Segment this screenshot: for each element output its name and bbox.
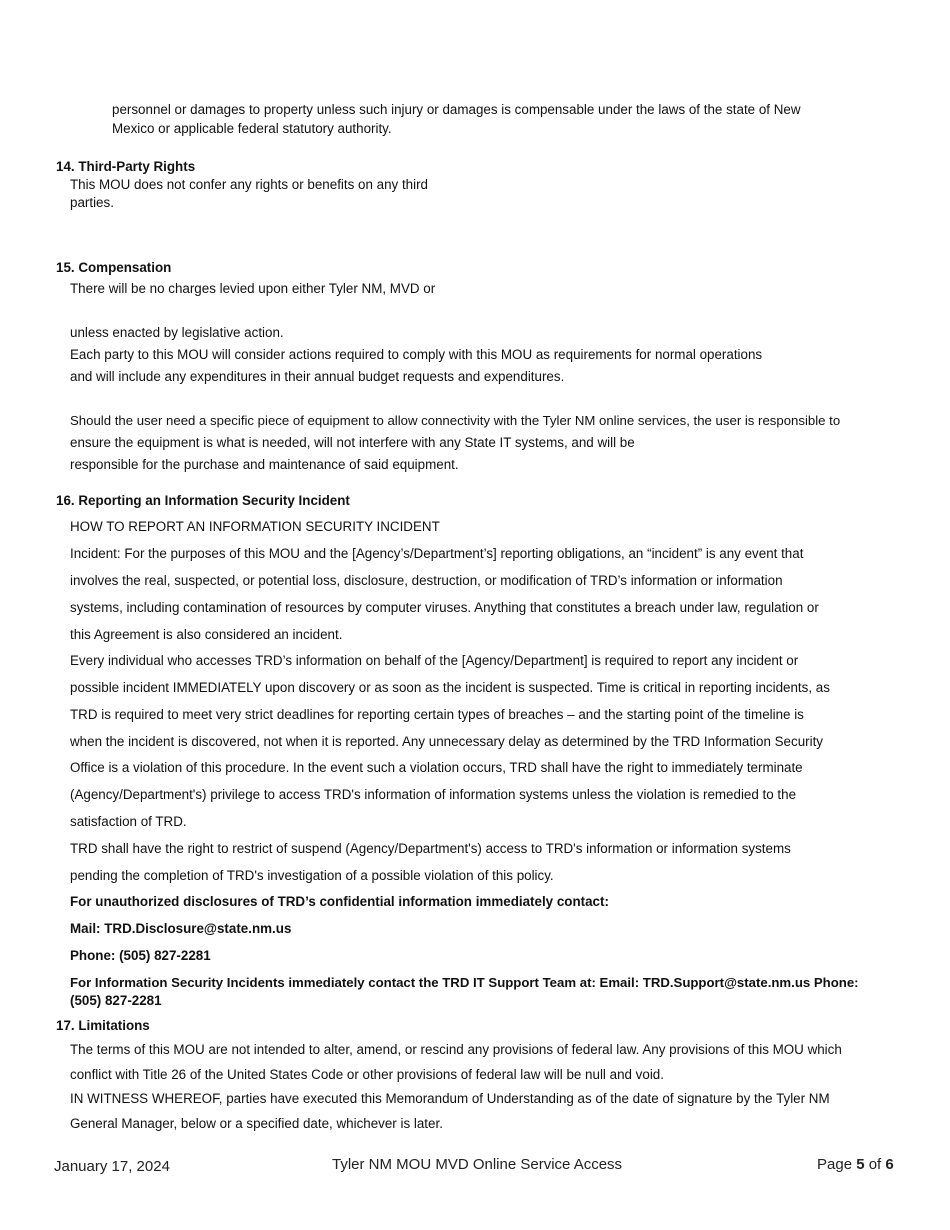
section-16-text: this Agreement is also considered an incident.: [70, 627, 343, 642]
footer-date: January 17, 2024: [54, 1158, 170, 1175]
it-support-contact-line: For Information Security Incidents immediately contact the TRD IT Support Team at: Email: TRD.Support@state.nm.us Phone:: [70, 975, 859, 990]
section-14-text: This MOU does not confer any rights or benefits on any third: [70, 177, 429, 192]
continuation-line: Mexico or applicable federal statutory authority.: [112, 121, 392, 136]
section-16-text: Every individual who accesses TRD’s information on behalf of the [Agency/Department] is required to report any incident or: [70, 653, 799, 668]
section-16-heading: 16. Reporting an Information Security Incident: [56, 493, 350, 508]
section-16-text: Incident: For the purposes of this MOU and the [Agency’s/Department’s] reporting obligations, an “incident” is any event that: [70, 546, 804, 561]
section-15-text: responsible for the purchase and maintenance of said equipment.: [70, 457, 459, 472]
footer-title: Tyler NM MOU MVD Online Service Access: [332, 1156, 623, 1173]
page-of: of: [864, 1156, 886, 1173]
section-15-heading: 15. Compensation: [56, 260, 172, 275]
section-14-text: parties.: [70, 195, 114, 210]
disclosure-contact-line: For unauthorized disclosures of TRD’s confidential information immediately contact:: [70, 894, 609, 909]
it-support-contact-line: (505) 827-2281: [70, 993, 162, 1008]
page-current: 5: [856, 1156, 865, 1173]
section-17-text: General Manager, below or a specified date, whichever is later.: [70, 1116, 443, 1131]
section-16-text: Office is a violation of this procedure. In the event such a violation occurs, TRD shall have the right to immediately terminate: [70, 760, 803, 775]
section-16-text: when the incident is discovered, not when it is reported. Any unnecessary delay as determined by the TRD Information Security: [70, 734, 824, 749]
section-15-text: and will include any expenditures in their annual budget requests and expenditures.: [70, 369, 565, 384]
page-total: 6: [885, 1156, 894, 1173]
section-17-text: IN WITNESS WHEREOF, parties have executed this Memorandum of Understanding as of the date of signature by the Tyler NM: [70, 1091, 830, 1106]
section-17-heading: 17. Limitations: [56, 1018, 150, 1033]
page-prefix: Page: [817, 1156, 857, 1173]
section-15-text: There will be no charges levied upon either Tyler NM, MVD or: [70, 281, 436, 296]
section-16-text: possible incident IMMEDIATELY upon discovery or as soon as the incident is suspected. Time is critical in reporting incidents, as: [70, 680, 830, 695]
footer-page-number: [817, 1156, 894, 1173]
disclosure-mail-line: Mail: TRD.Disclosure@state.nm.us: [70, 921, 292, 936]
section-16-text: HOW TO REPORT AN INFORMATION SECURITY INCIDENT: [70, 519, 440, 534]
section-14-heading: 14. Third-Party Rights: [56, 159, 196, 174]
section-16-text: (Agency/Department's) privilege to access TRD's information of information systems unless the violation is remedied to the: [70, 787, 797, 802]
section-16-text: satisfaction of TRD.: [70, 814, 187, 829]
continuation-line: personnel or damages to property unless such injury or damages is compensable under the laws of the state of New: [112, 102, 801, 117]
disclosure-phone-line: Phone: (505) 827-2281: [70, 948, 211, 963]
section-17-text: The terms of this MOU are not intended to alter, amend, or rescind any provisions of federal law. Any provisions of this MOU which: [70, 1042, 842, 1057]
section-17-text: conflict with Title 26 of the United States Code or other provisions of federal law will be null and void.: [70, 1067, 664, 1082]
section-16-text: pending the completion of TRD's investigation of a possible violation of this policy.: [70, 868, 554, 883]
section-16-text: TRD shall have the right to restrict of suspend (Agency/Department's) access to TRD's information or information systems: [70, 841, 791, 856]
section-16-text: TRD is required to meet very strict deadlines for reporting certain types of breaches – and the starting point of the timeline is: [70, 707, 804, 722]
section-16-text: systems, including contamination of resources by computer viruses. Anything that constitutes a breach under law, regulation or: [70, 600, 819, 615]
section-15-text: Each party to this MOU will consider actions required to comply with this MOU as requirements for normal operations: [70, 347, 763, 362]
section-15-text: unless enacted by legislative action.: [70, 325, 284, 340]
section-15-text: ensure the equipment is what is needed, will not interfere with any State IT systems, and will be: [70, 435, 635, 450]
section-15-text: Should the user need a specific piece of equipment to allow connectivity with the Tyler NM online services, the user is responsible to: [70, 413, 841, 428]
section-16-text: involves the real, suspected, or potential loss, disclosure, destruction, or modification of TRD’s information or information: [70, 573, 783, 588]
